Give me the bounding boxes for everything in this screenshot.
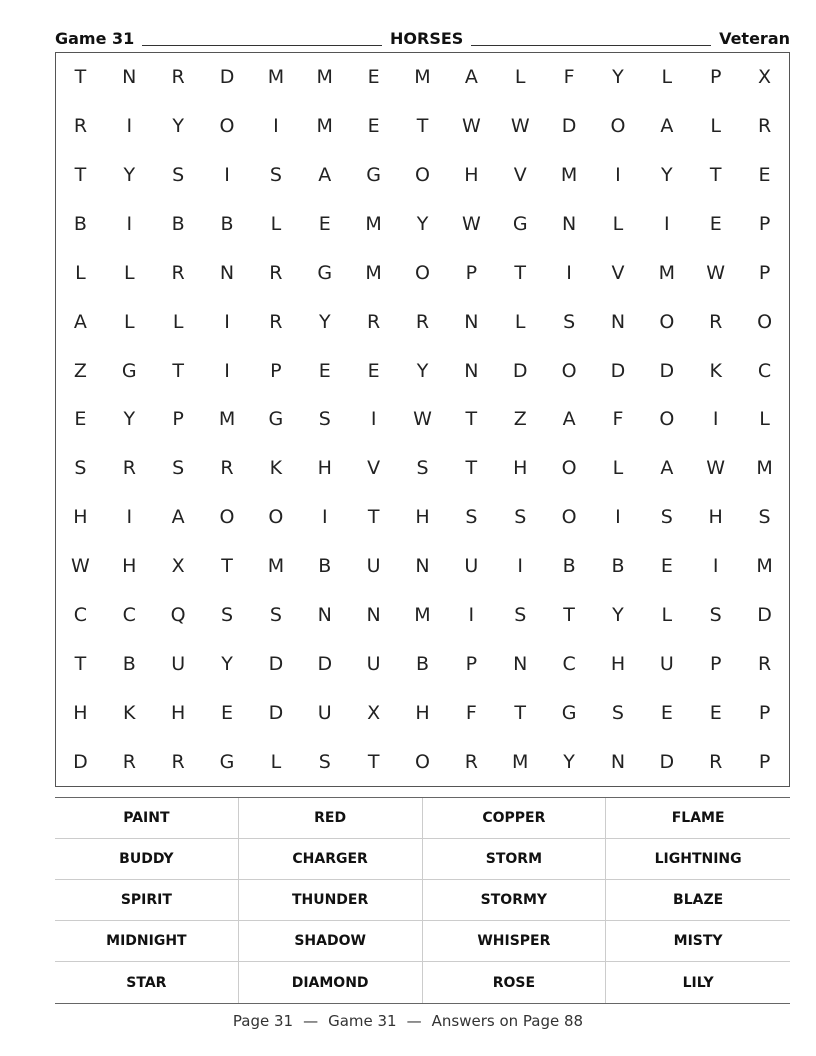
grid-cell[interactable]: O — [415, 750, 430, 773]
grid-cell[interactable]: M — [267, 66, 285, 89]
grid-cell[interactable]: V — [513, 164, 527, 187]
grid-cell[interactable]: U — [366, 652, 381, 675]
grid-cell[interactable]: R — [709, 310, 723, 333]
word-list-item: STORMY — [423, 880, 607, 921]
grid-cell[interactable]: D — [317, 652, 333, 675]
grid-cell[interactable]: M — [658, 261, 676, 284]
word-list-item: MIDNIGHT — [55, 921, 239, 962]
grid-cell[interactable]: M — [316, 66, 333, 89]
grid-cell[interactable]: O — [561, 359, 577, 382]
grid-cell[interactable]: F — [563, 66, 575, 89]
grid-cell[interactable]: L — [123, 261, 135, 284]
word-list-item: ROSE — [423, 962, 607, 1003]
grid-cell[interactable]: S — [416, 457, 429, 480]
grid-cell[interactable]: Y — [563, 750, 575, 773]
grid-cell[interactable]: W — [706, 457, 726, 480]
grid-cell[interactable]: A — [318, 164, 332, 187]
grid-cell[interactable]: B — [318, 555, 332, 578]
grid-cell[interactable]: D — [268, 652, 284, 675]
puzzle-theme: HORSES — [390, 29, 464, 48]
grid-cell[interactable]: N — [366, 603, 381, 626]
grid-cell[interactable]: D — [561, 115, 577, 138]
grid-cell[interactable]: U — [171, 652, 186, 675]
grid-cell[interactable]: B — [122, 652, 136, 675]
grid-cell[interactable]: Z — [73, 359, 87, 382]
grid-cell[interactable]: E — [318, 213, 331, 236]
grid-cell[interactable]: N — [219, 261, 235, 284]
grid-cell[interactable]: L — [514, 66, 526, 89]
grid-cell[interactable]: Q — [170, 603, 186, 626]
grid-cell[interactable]: M — [756, 555, 773, 578]
grid-cell[interactable]: R — [171, 750, 185, 773]
grid-cell[interactable]: G — [219, 750, 235, 773]
grid-cell[interactable]: O — [610, 115, 626, 138]
grid-cell[interactable]: R — [757, 652, 772, 675]
grid-cell[interactable]: P — [758, 213, 771, 236]
grid-cell[interactable]: E — [318, 359, 331, 382]
grid-cell[interactable]: N — [610, 310, 626, 333]
grid-cell[interactable]: I — [126, 115, 133, 138]
grid-cell[interactable]: D — [512, 359, 528, 382]
grid-cell[interactable]: S — [172, 164, 185, 187]
grid-cell[interactable]: M — [267, 555, 285, 578]
grid-cell[interactable]: I — [712, 408, 719, 431]
grid-cell[interactable]: Y — [661, 164, 673, 187]
grid-cell[interactable]: N — [513, 652, 528, 675]
grid-cell[interactable]: T — [74, 164, 87, 187]
word-list-item: CHARGER — [239, 839, 423, 880]
grid-cell[interactable]: R — [464, 750, 478, 773]
grid-cell[interactable]: Y — [612, 66, 624, 89]
grid-cell[interactable]: I — [126, 506, 133, 529]
word-list-item: DIAMOND — [239, 962, 423, 1003]
grid-cell[interactable]: Y — [416, 359, 429, 382]
grid-cell[interactable]: T — [172, 359, 184, 382]
grid-cell[interactable]: I — [321, 506, 328, 529]
grid-cell[interactable]: C — [757, 359, 772, 382]
grid-cell[interactable]: A — [660, 115, 674, 138]
grid-cell[interactable]: P — [758, 750, 771, 773]
grid-cell[interactable]: R — [122, 457, 136, 480]
grid-cell[interactable]: M — [560, 164, 578, 187]
grid-cell[interactable]: O — [659, 408, 675, 431]
grid-cell[interactable]: R — [171, 66, 185, 89]
grid-cell[interactable]: I — [224, 164, 230, 187]
grid-cell[interactable]: Y — [416, 213, 429, 236]
grid-cell[interactable]: H — [464, 164, 479, 187]
grid-cell[interactable]: S — [269, 603, 282, 626]
answers-reference: Answers on Page 88 — [431, 1012, 584, 1030]
grid-cell[interactable]: T — [74, 66, 87, 89]
grid-cell[interactable]: P — [758, 701, 771, 724]
grid-cell[interactable]: D — [219, 66, 235, 89]
grid-cell[interactable]: B — [171, 213, 185, 236]
grid-cell[interactable]: A — [562, 408, 576, 431]
word-list-item: SHADOW — [239, 921, 423, 962]
word-list — [55, 797, 790, 1004]
grid-cell[interactable]: O — [268, 506, 284, 529]
grid-cell[interactable]: P — [270, 359, 282, 382]
difficulty-level: Veteran — [719, 29, 790, 48]
grid-cell[interactable]: I — [664, 213, 670, 236]
header-rule-left — [142, 44, 382, 46]
word-list-item: PAINT — [55, 798, 239, 839]
grid-cell[interactable]: P — [465, 652, 478, 675]
grid-cell[interactable]: E — [367, 115, 380, 138]
grid-cell[interactable]: T — [367, 750, 380, 773]
grid-cell[interactable]: H — [610, 652, 626, 675]
page-number: Page 31 — [232, 1012, 294, 1030]
grid-cell[interactable]: O — [561, 506, 577, 529]
grid-cell[interactable]: W — [510, 115, 530, 138]
grid-cell[interactable]: S — [709, 603, 722, 626]
grid-cell[interactable]: G — [512, 213, 528, 236]
grid-cell[interactable]: U — [659, 652, 674, 675]
grid-cell[interactable]: I — [126, 213, 133, 236]
grid-cell[interactable]: I — [224, 310, 230, 333]
grid-cell[interactable]: M — [414, 66, 431, 89]
grid-cell[interactable]: S — [660, 506, 673, 529]
grid-cell[interactable]: D — [757, 603, 772, 626]
word-list-item: STAR — [55, 962, 239, 1003]
grid-cell[interactable]: S — [74, 457, 87, 480]
grid-cell[interactable]: T — [221, 555, 233, 578]
word-list-item: MISTY — [606, 921, 790, 962]
grid-cell[interactable]: T — [563, 603, 575, 626]
footer-separator: — — [406, 1012, 422, 1030]
header-rule-right — [471, 44, 711, 46]
grid-cell[interactable]: O — [561, 457, 577, 480]
grid-cell[interactable]: I — [615, 164, 621, 187]
grid-cell[interactable]: H — [415, 506, 430, 529]
footer-separator: — — [303, 1012, 319, 1030]
grid-cell[interactable]: H — [73, 506, 88, 529]
grid-cell[interactable]: C — [562, 652, 576, 675]
grid-cell[interactable]: L — [612, 457, 624, 480]
grid-cell[interactable]: N — [610, 750, 626, 773]
grid-cell[interactable]: I — [224, 359, 230, 382]
grid-cell[interactable]: T — [514, 701, 527, 724]
grid-cell[interactable]: W — [461, 115, 481, 138]
grid-cell[interactable]: I — [615, 506, 621, 529]
grid-cell[interactable]: A — [660, 457, 674, 480]
grid-cell[interactable]: H — [513, 457, 528, 480]
grid-cell[interactable]: R — [269, 310, 283, 333]
grid-cell[interactable]: I — [517, 555, 524, 578]
grid-cell[interactable]: S — [514, 506, 527, 529]
grid-cell[interactable]: U — [366, 555, 381, 578]
grid-cell[interactable]: R — [171, 261, 185, 284]
grid-cell[interactable]: X — [171, 555, 185, 578]
grid-cell[interactable]: H — [708, 506, 723, 529]
grid-cell[interactable]: P — [758, 261, 771, 284]
grid-cell[interactable]: B — [415, 652, 430, 675]
grid-cell[interactable]: D — [659, 750, 675, 773]
word-list-item: LIGHTNING — [606, 839, 790, 880]
grid-cell[interactable]: M — [218, 408, 236, 431]
grid-cell[interactable]: T — [74, 652, 87, 675]
word-list-item: WHISPER — [423, 921, 607, 962]
grid-cell[interactable]: O — [415, 261, 430, 284]
grid-cell[interactable]: Z — [513, 408, 527, 431]
grid-cell[interactable]: V — [367, 457, 381, 480]
grid-cell[interactable]: E — [758, 164, 771, 187]
grid-cell[interactable]: N — [464, 310, 479, 333]
grid-cell[interactable]: R — [73, 115, 88, 138]
grid-cell[interactable]: G — [561, 701, 577, 724]
grid-cell[interactable]: A — [464, 66, 478, 89]
grid-cell[interactable]: P — [709, 652, 722, 675]
grid-cell[interactable]: R — [122, 750, 136, 773]
grid-cell[interactable]: G — [317, 261, 333, 284]
grid-cell[interactable]: D — [268, 701, 284, 724]
grid-cell[interactable]: T — [465, 457, 478, 480]
grid-cell[interactable]: E — [709, 701, 722, 724]
grid-cell[interactable]: G — [366, 164, 381, 187]
grid-cell[interactable]: T — [416, 115, 429, 138]
grid-cell[interactable]: T — [709, 164, 722, 187]
game-number: Game 31 — [55, 29, 135, 48]
grid-cell[interactable]: K — [123, 701, 136, 724]
grid-cell[interactable]: L — [123, 310, 135, 333]
grid-cell[interactable]: R — [757, 115, 772, 138]
grid-cell[interactable]: X — [758, 66, 772, 89]
grid-cell[interactable]: P — [172, 408, 184, 431]
grid-cell[interactable]: D — [73, 750, 88, 773]
grid-cell[interactable]: R — [709, 750, 723, 773]
grid-cell[interactable]: S — [318, 750, 331, 773]
grid-cell[interactable]: D — [659, 359, 675, 382]
grid-cell[interactable]: W — [71, 555, 90, 578]
grid-cell[interactable]: G — [268, 408, 284, 431]
grid-cell[interactable]: N — [122, 66, 137, 89]
grid-cell[interactable]: T — [465, 408, 478, 431]
grid-cell[interactable]: D — [610, 359, 626, 382]
grid-cell[interactable]: O — [219, 506, 235, 529]
grid-cell[interactable]: L — [759, 408, 770, 431]
grid-cell[interactable]: A — [73, 310, 87, 333]
grid-cell[interactable]: E — [367, 359, 380, 382]
grid-cell[interactable]: G — [121, 359, 137, 382]
grid-cell[interactable]: S — [220, 603, 234, 626]
grid-cell[interactable]: S — [269, 164, 282, 187]
grid-cell[interactable]: C — [122, 603, 136, 626]
grid-cell[interactable]: X — [367, 701, 381, 724]
grid-cell[interactable]: W — [413, 408, 432, 431]
grid-cell[interactable]: C — [73, 603, 88, 626]
grid-cell[interactable]: L — [270, 750, 282, 773]
grid-cell[interactable]: I — [370, 408, 377, 431]
word-list-item: STORM — [423, 839, 607, 880]
grid-cell[interactable]: O — [219, 115, 235, 138]
grid-cell[interactable]: I — [712, 555, 719, 578]
grid-cell[interactable]: I — [273, 115, 279, 138]
grid-cell[interactable]: S — [172, 457, 185, 480]
grid-cell[interactable]: Y — [123, 408, 136, 431]
grid-cell[interactable]: K — [269, 457, 283, 480]
word-list-item: BLAZE — [606, 880, 790, 921]
grid-cell[interactable]: M — [756, 457, 773, 480]
grid-cell[interactable]: L — [270, 213, 282, 236]
grid-cell[interactable]: Y — [123, 164, 136, 187]
grid-cell[interactable]: O — [415, 164, 430, 187]
grid-cell[interactable]: W — [461, 213, 481, 236]
grid-cell[interactable]: S — [514, 603, 527, 626]
grid-cell[interactable]: M — [365, 261, 382, 284]
grid-cell[interactable]: I — [566, 261, 572, 284]
grid-cell[interactable]: F — [612, 408, 624, 431]
grid-cell[interactable]: N — [561, 213, 577, 236]
grid-cell[interactable]: E — [74, 408, 87, 431]
grid-cell[interactable]: N — [415, 555, 430, 578]
grid-cell[interactable]: T — [367, 506, 380, 529]
grid-cell[interactable]: S — [465, 506, 478, 529]
word-list-item: THUNDER — [239, 880, 423, 921]
grid-cell[interactable]: L — [514, 310, 526, 333]
grid-cell[interactable]: K — [709, 359, 722, 382]
grid-cell[interactable]: P — [709, 66, 722, 89]
header — [55, 24, 790, 48]
grid-cell[interactable]: B — [562, 555, 576, 578]
grid-cell[interactable]: U — [317, 701, 332, 724]
word-list-item: BUDDY — [55, 839, 239, 880]
grid-cell[interactable]: E — [367, 66, 380, 89]
grid-cell[interactable]: N — [317, 603, 332, 626]
grid-cell[interactable]: S — [563, 310, 576, 333]
letter-grid — [55, 52, 790, 787]
grid-cell[interactable]: Y — [221, 652, 233, 675]
word-list-item: LILY — [682, 974, 714, 991]
grid-cell[interactable]: U — [464, 555, 479, 578]
grid-cell[interactable]: H — [73, 701, 88, 724]
grid-cell[interactable]: L — [661, 66, 673, 89]
grid-cell[interactable]: L — [710, 115, 721, 138]
grid-cell[interactable]: H — [171, 701, 186, 724]
grid-cell[interactable]: I — [468, 603, 475, 626]
word-list-item: COPPER — [423, 798, 607, 839]
grid-cell[interactable]: R — [415, 310, 430, 333]
grid-cell[interactable]: H — [317, 457, 332, 480]
grid-cell[interactable]: Y — [318, 310, 331, 333]
grid-cell[interactable]: R — [367, 310, 381, 333]
grid-cell[interactable]: R — [220, 457, 234, 480]
grid-cell[interactable]: L — [172, 310, 184, 333]
grid-cell[interactable]: H — [415, 701, 430, 724]
grid-cell[interactable]: E — [709, 213, 722, 236]
grid-cell[interactable]: S — [758, 506, 771, 529]
grid-cell[interactable]: L — [612, 213, 624, 236]
grid-cell[interactable]: M — [512, 750, 529, 773]
grid-cell[interactable]: E — [660, 701, 673, 724]
grid-cell[interactable]: Y — [172, 115, 184, 138]
grid-cell[interactable]: O — [659, 310, 675, 333]
grid-cell[interactable]: Y — [612, 603, 624, 626]
grid-cell[interactable]: O — [757, 310, 773, 333]
grid-cell[interactable]: B — [73, 213, 87, 236]
grid-cell[interactable]: M — [316, 115, 333, 138]
word-list-item: RED — [239, 798, 423, 839]
grid-cell[interactable]: T — [514, 261, 527, 284]
grid-cell[interactable]: L — [661, 603, 673, 626]
grid-cell[interactable]: S — [611, 701, 624, 724]
grid-cell[interactable]: S — [318, 408, 331, 431]
grid-cell[interactable]: A — [171, 506, 185, 529]
grid-cell[interactable]: B — [220, 213, 234, 236]
grid-cell[interactable]: H — [122, 555, 137, 578]
grid-cell[interactable]: N — [464, 359, 479, 382]
word-list-item: FLAME — [606, 798, 790, 839]
grid-cell[interactable]: M — [414, 603, 431, 626]
word-list-item: SPIRIT — [55, 880, 239, 921]
grid-cell[interactable]: W — [706, 261, 726, 284]
grid-cell[interactable]: B — [611, 555, 625, 578]
grid-cell[interactable]: R — [269, 261, 283, 284]
footer — [0, 1012, 816, 1030]
grid-cell[interactable]: M — [365, 213, 382, 236]
grid-cell[interactable]: E — [221, 701, 234, 724]
grid-cell[interactable]: F — [465, 701, 477, 724]
grid-cell[interactable]: P — [465, 261, 478, 284]
grid-cell[interactable]: L — [75, 261, 86, 284]
grid-cell[interactable]: E — [660, 555, 673, 578]
grid-cell[interactable]: V — [611, 261, 625, 284]
footer-game: Game 31 — [328, 1012, 397, 1030]
